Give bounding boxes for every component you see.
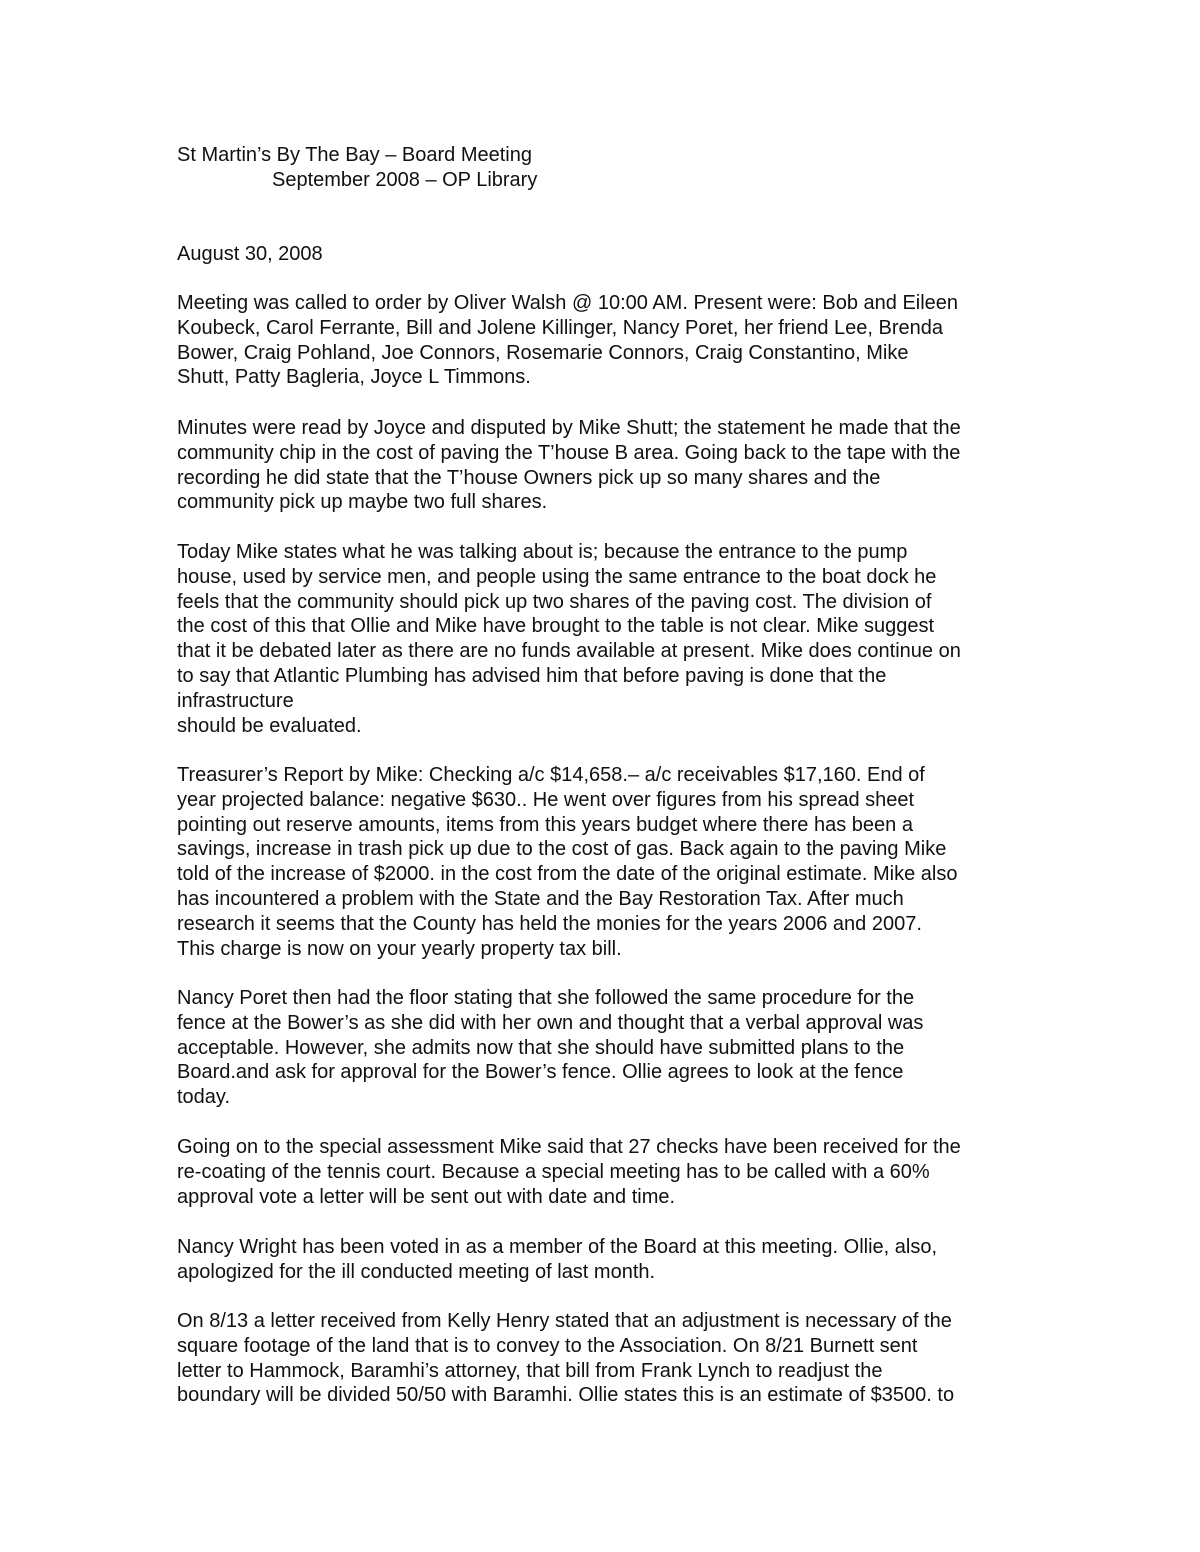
paragraph-line: house, used by service men, and people using the same entrance to the boat dock he bbox=[177, 565, 937, 588]
paragraph-line: re-coating of the tennis court. Because a special meeting has to be called with a 60% bbox=[177, 1160, 930, 1183]
document-title: St Martin’s By The Bay – Board Meeting bbox=[177, 144, 532, 166]
board-member-paragraph bbox=[177, 1235, 1037, 1285]
paragraph-line: Shutt, Patty Bagleria, Joyce L Timmons. bbox=[177, 366, 531, 389]
paragraph-line: Nancy Poret then had the floor stating that she followed the same procedure for the bbox=[177, 987, 915, 1009]
treasurer-report-paragraph bbox=[177, 763, 1037, 961]
paragraph-line: community chip in the cost of paving the T’house B area. Going back to the tape with the bbox=[177, 441, 961, 464]
attendance-paragraph bbox=[177, 291, 1037, 390]
paragraph-line: to say that Atlantic Plumbing has advised him that before paving is done that the bbox=[177, 664, 887, 687]
land-adjustment-paragraph bbox=[177, 1309, 1037, 1408]
paragraph-line: On 8/13 a letter received from Kelly Henry stated that an adjustment is necessary of the bbox=[177, 1310, 952, 1332]
fence-paragraph bbox=[177, 986, 1037, 1110]
special-assessment-paragraph bbox=[177, 1135, 1037, 1209]
paragraph-line: Treasurer’s Report by Mike: Checking a/c $14,658.– a/c receivables $17,160. End of bbox=[177, 764, 925, 786]
paragraph-line: community pick up maybe two full shares. bbox=[177, 491, 548, 514]
paragraph-line: Koubeck, Carol Ferrante, Bill and Jolene Killinger, Nancy Poret, her friend Lee, Brenda bbox=[177, 316, 943, 339]
paragraph-line: fence at the Bower’s as she did with her own and thought that a verbal approval was bbox=[177, 1011, 924, 1034]
paragraph-line: savings, increase in trash pick up due to the cost of gas. Back again to the paving Mike bbox=[177, 838, 947, 861]
paragraph-line: Going on to the special assessment Mike said that 27 checks have been received for the bbox=[177, 1136, 961, 1158]
paragraph-line: Nancy Wright has been voted in as a member of the Board at this meeting. Ollie, also, bbox=[177, 1236, 938, 1258]
paragraph-line: recording he did state that the T’house Owners pick up so many shares and the bbox=[177, 466, 881, 489]
paragraph-line: the cost of this that Ollie and Mike have brought to the table is not clear. Mike suggest bbox=[177, 615, 935, 638]
paragraph-line: today. bbox=[177, 1086, 230, 1109]
paragraph-line: year projected balance: negative $630.. He went over figures from his spread sheet bbox=[177, 788, 915, 811]
paragraph-line: square footage of the land that is to convey to the Association. On 8/21 Burnett sent bbox=[177, 1334, 918, 1357]
paragraph-line: approval vote a letter will be sent out with date and time. bbox=[177, 1185, 676, 1208]
paragraph-line: Bower, Craig Pohland, Joe Connors, Rosemarie Connors, Craig Constantino, Mike bbox=[177, 341, 909, 364]
meeting-date: August 30, 2008 bbox=[177, 243, 323, 265]
paragraph-line: that it be debated later as there are no funds available at present. Mike does continue on bbox=[177, 640, 961, 663]
paragraph-line: apologized for the ill conducted meeting of last month. bbox=[177, 1260, 656, 1283]
paving-paragraph bbox=[177, 540, 1037, 738]
paragraph-line: told of the increase of $2000. in the cost from the date of the original estimate. Mike also bbox=[177, 863, 958, 886]
paragraph-line: letter to Hammock, Baramhi’s attorney, that bill from Frank Lynch to readjust the bbox=[177, 1359, 883, 1382]
paragraph-line: This charge is now on your yearly property tax bill. bbox=[177, 937, 622, 960]
paragraph-line: infrastructure bbox=[177, 689, 294, 712]
paragraph-line: Board.and ask for approval for the Bower’s fence. Ollie agrees to look at the fence bbox=[177, 1061, 904, 1084]
document-subtitle: September 2008 – OP Library bbox=[272, 169, 538, 191]
paragraph-line: feels that the community should pick up two shares of the paving cost. The division of bbox=[177, 590, 932, 613]
paragraph-line: boundary will be divided 50/50 with Baramhi. Ollie states this is an estimate of $3500. to bbox=[177, 1384, 955, 1407]
paragraph-line: Today Mike states what he was talking about is; because the entrance to the pump bbox=[177, 541, 908, 563]
paragraph-line: acceptable. However, she admits now that she should have submitted plans to the bbox=[177, 1036, 905, 1059]
paragraph-line: should be evaluated. bbox=[177, 714, 362, 737]
minutes-paragraph bbox=[177, 416, 1037, 515]
paragraph-line: has incountered a problem with the State and the Bay Restoration Tax. After much bbox=[177, 887, 904, 910]
paragraph-line: Meeting was called to order by Oliver Walsh @ 10:00 AM. Present were: Bob and Eileen bbox=[177, 292, 959, 314]
paragraph-line: research it seems that the County has held the monies for the years 2006 and 2007. bbox=[177, 912, 922, 935]
paragraph-line: pointing out reserve amounts, items from this years budget where there has been a bbox=[177, 813, 913, 836]
paragraph-line: Minutes were read by Joyce and disputed by Mike Shutt; the statement he made that the bbox=[177, 417, 961, 439]
